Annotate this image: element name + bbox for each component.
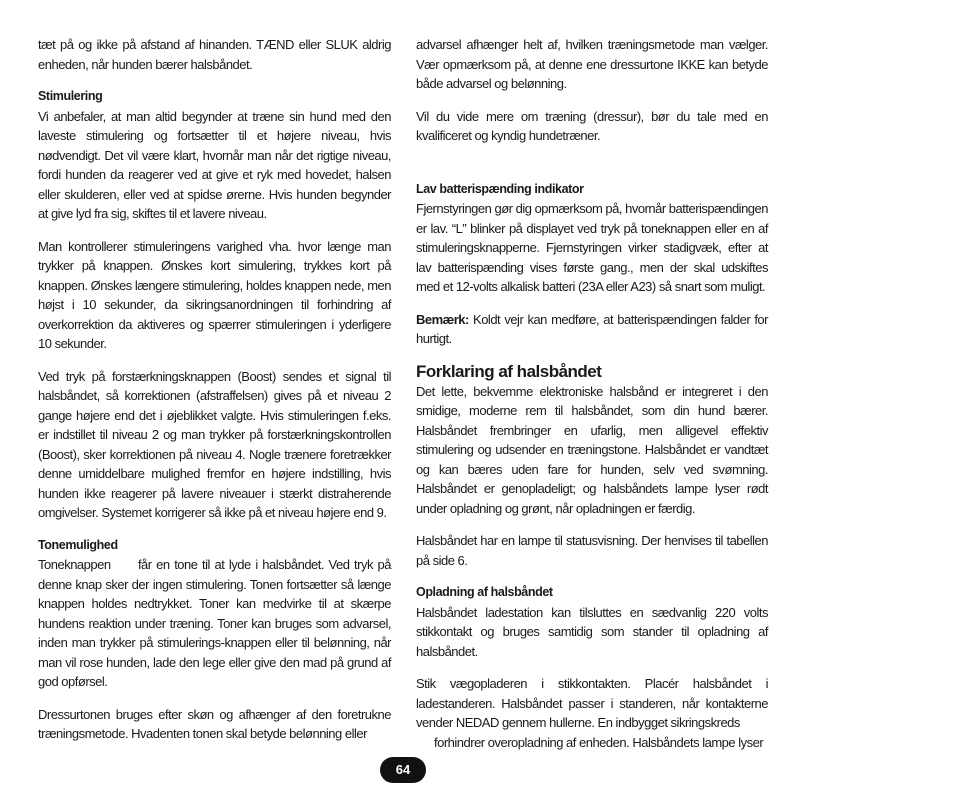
tonemulighed-paragraph-2: Dressurtonen bruges efter skøn og afhænger af den foretrukne træningsmetode. Hvadenten tonen skal betyde belønning eller [38, 706, 391, 741]
continued-paragraph-2: Vil du vide mere om træning (dressur), bør du tale med en kvalificeret og kyndig hundetræner. [416, 108, 768, 143]
stimulering-heading: Stimulering [38, 89, 103, 103]
charging-paragraph-2b: forhindrer overopladning af enheden. Halsbåndets lampe lyser [434, 734, 764, 750]
section-heading: Forklaring af halsbåndet [416, 361, 602, 381]
note-text: Koldt vejr kan medføre, at batterispændingen falder for hurtigt. [416, 311, 768, 346]
section-paragraph-2: Halsbåndet har en lampe til statusvisning. Der henvises til tabellen på side 6. [416, 533, 768, 568]
intro-paragraph: tæt på og ikke på afstand af hinanden. TÆND eller SLUK aldrig enheden, når hunden bærer halsbåndet. [38, 37, 391, 72]
battery-heading: Lav batterispænding indikator [416, 181, 584, 196]
battery-paragraph: Fjernstyringen gør dig opmærksom på, hvornår batterispændingen er lav. “L” blinker på displayet ved tryk på toneknappen eller en af stimuleringsknapperne. Fjernstyringen virker stadigvæk, efter at lav batterispænding vises første gang., men der skal udskiftes med et 12-volts alkalisk batteri (23A eller A23) så snart som muligt. [416, 201, 768, 294]
left-column [38, 35, 395, 744]
page-number-badge: 64 [380, 757, 426, 783]
right-column [416, 35, 768, 752]
section-paragraph-1: Det lette, bekvemme elektroniske halsbånd er integreret i den smidige, moderne rem til halsbåndet, som din hund bærer. Halsbåndet frembringer en ufarlig, men alligevel effektiv stimulering og udsender en træningstone. Halsbåndet er vandtæt og kan bæres uden fare for hunden, selv ved svømning. Halsbåndet er genopladeligt; og halsbåndets lampe lyser rødt under opladning og grønt, når opladningen er færdig. [416, 383, 768, 516]
stimulering-paragraph-2: Man kontrollerer stimuleringens varighed vha. hvor længe man trykker på knappen. Ønskes kort simulering, trykkes kort på knappen. Ønskes længere stimulering, holdes knappen nede, men højst i 10 sekunder, da sikringsanordningen til forhindring af overkorrektion da aktiveres og spærrer stimuleringen i yderligere 10 sekunder. [38, 238, 391, 351]
note-paragraph [416, 310, 768, 349]
note-label: Bemærk: [416, 311, 469, 327]
tonemulighed-heading: Tonemulighed [38, 537, 118, 552]
stimulering-paragraph-1: Vi anbefaler, at man altid begynder at træne sin hund med den laveste stimulering og fortsætter til et højere niveau, hvis nødvendigt. Det vil være klart, hvornår man når det rigtige niveau, fordi hunden da reagerer ved at give et ryk med hovedet, halsen eller skulderen, eller ved at spidse ørerne. Hvis hunden begynder at give lyd fra sig, skiftes til et lavere niveau. [38, 108, 391, 221]
stimulering-paragraph-3: Ved tryk på forstærkningsknappen (Boost) sendes et signal til halsbåndet, så korrektionen (afstraffelsen) gives på et niveau 2 gange højere end det i øjeblikket valgte. Hvis stimuleringen f.eks. er indstillet til niveau 2 og man trykker på forstærkningskontrollen (Boost), sker korrektionen på niveau 4. Nogle trænere foretrækker denne umiddelbare mulighed fremfor en højere indstilling, hvis hunden ikke reagerer på lavere niveauer i stærkt distraherende omgivelser. Systemet korrigerer så ikke på et niveau højere end 9. [38, 368, 391, 520]
charging-paragraph-2a: Stik vægopladeren i stikkontakten. Placér halsbåndet i ladestanderen. Halsbåndet passer i standeren, når kontakterne vender NEDAD gennem hullerne. En indbygget sikringskreds [416, 676, 768, 730]
continued-paragraph-1: advarsel afhænger helt af, hvilken træningsmetode man vælger. Vær opmærksom på, at denne ene dressurtone IKKE kan betyde både advarsel og belønning. [416, 37, 768, 91]
charging-heading: Opladning af halsbåndet [416, 585, 553, 599]
charging-paragraph-1: Halsbåndet ladestation kan tilsluttes en sædvanlig 220 volts stikkontakt og bruges samtidig som stander til opladning af halsbåndet. [416, 604, 768, 659]
tonemulighed-paragraph-1: Toneknappen får en tone til at lyde i halsbåndet. Ved tryk på denne knap sker der ingen stimulering. Tonen fortsætter så længe knappen holdes nedtrykket. Toner kan medvirke til at skærpe hundens reaktion under træning. Toner kan bruges som advarsel, inden man trykker på stimulerings-knappen eller til belønning, når man vil rose hunden, lade den lege eller give den mad på grund af god opførsel. [38, 557, 395, 689]
